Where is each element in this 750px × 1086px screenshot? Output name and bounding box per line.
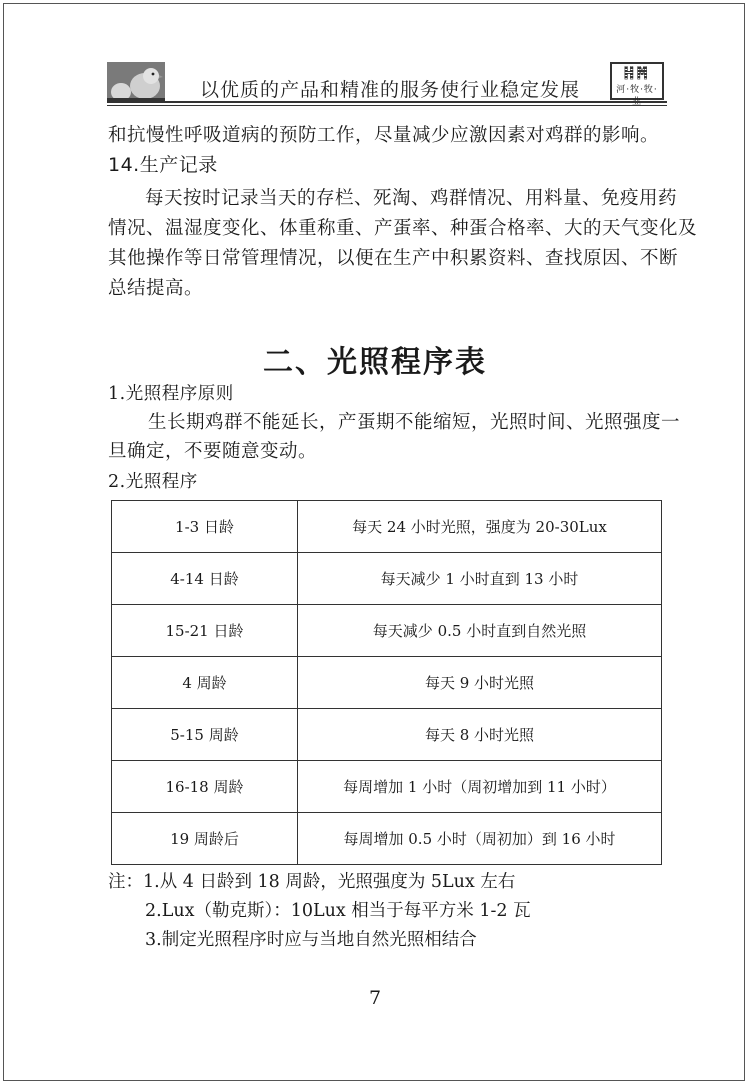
logo-mark: HM <box>612 64 662 84</box>
page-number: 7 <box>368 987 382 1009</box>
chick-photo <box>107 62 165 102</box>
company-logo <box>610 62 664 107</box>
table-row <box>112 605 662 657</box>
program-cell: 每天 24 小时光照，强度为 20-30Lux <box>298 501 662 553</box>
table-row <box>112 761 662 813</box>
age-cell: 5-15 周龄 <box>112 709 298 761</box>
section-14-line-4: 总结提高。 <box>108 278 204 299</box>
intro-line: 和抗慢性呼吸道病的预防工作，尽量减少应激因素对鸡群的影响。 <box>108 125 660 146</box>
age-cell: 19 周龄后 <box>112 813 298 865</box>
page-header <box>107 62 667 107</box>
table-row <box>112 813 662 865</box>
age-cell: 4 周龄 <box>112 657 298 709</box>
program-cell: 每天减少 1 小时直到 13 小时 <box>298 553 662 605</box>
age-cell: 16-18 周龄 <box>112 761 298 813</box>
note-1: 注：1.从 4 日龄到 18 周龄，光照强度为 5Lux 左右 <box>108 872 516 892</box>
section-14-title: 14.生产记录 <box>108 154 218 176</box>
subsection-1-line-1: 生长期鸡群不能延长，产蛋期不能缩短，光照时间、光照强度一 <box>148 412 681 433</box>
age-cell: 15-21 日龄 <box>112 605 298 657</box>
note-3: 3.制定光照程序时应与当地自然光照相结合 <box>145 930 477 950</box>
logo-subtitle: 河·牧·牧·业 <box>616 85 658 107</box>
header-title: 以优质的产品和精准的服务使行业稳定发展 <box>200 79 581 101</box>
program-cell: 每周增加 0.5 小时（周初加）到 16 小时 <box>298 813 662 865</box>
age-cell: 1-3 日龄 <box>112 501 298 553</box>
program-cell: 每天减少 0.5 小时直到自然光照 <box>298 605 662 657</box>
section-14-line-2: 情况、温湿度变化、体重称重、产蛋率、种蛋合格率、大的天气变化及 <box>108 218 698 239</box>
table-row <box>112 553 662 605</box>
subsection-1-line-2: 旦确定，不要随意变动。 <box>108 441 318 462</box>
program-cell: 每天 9 小时光照 <box>298 657 662 709</box>
table-row <box>112 501 662 553</box>
age-cell: 4-14 日龄 <box>112 553 298 605</box>
section-14-line-3: 其他操作等日常管理情况，以便在生产中积累资料、查找原因、不断 <box>108 248 679 269</box>
header-rule-thin <box>107 105 667 106</box>
table-row <box>112 657 662 709</box>
header-rule <box>107 101 667 103</box>
note-2: 2.Lux（勒克斯）：10Lux 相当于每平方米 1-2 瓦 <box>145 901 531 921</box>
table-row <box>112 709 662 761</box>
section-14-line-1: 每天按时记录当天的存栏、死淘、鸡群情况、用料量、免疫用药 <box>145 188 678 209</box>
program-cell: 每天 8 小时光照 <box>298 709 662 761</box>
program-cell: 每周增加 1 小时（周初增加到 11 小时） <box>298 761 662 813</box>
subsection-1-title: 1.光照程序原则 <box>108 384 234 404</box>
chapter-title: 二、光照程序表 <box>263 345 487 380</box>
subsection-2-title: 2.光照程序 <box>108 472 198 492</box>
lighting-program-table <box>111 500 662 865</box>
